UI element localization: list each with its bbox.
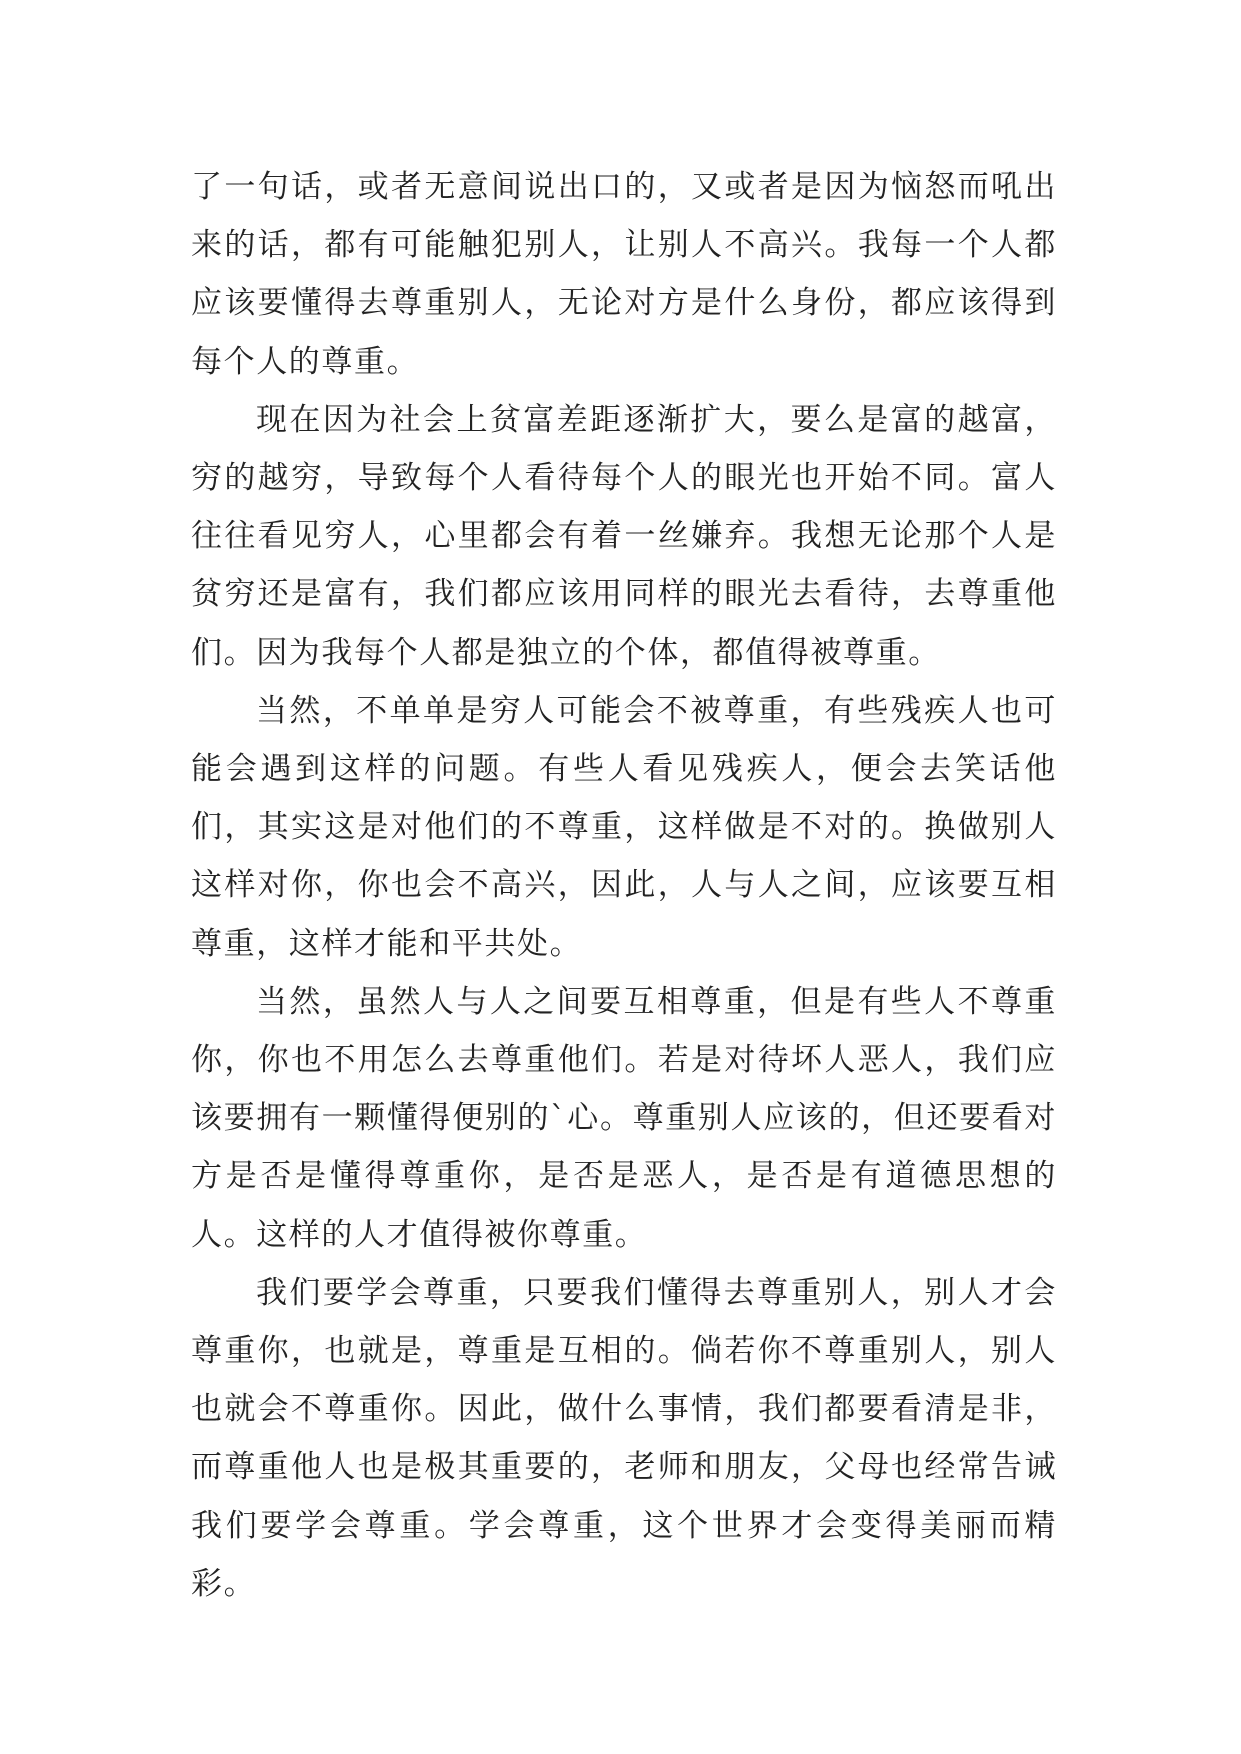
paragraph-3: 当然，不单单是穷人可能会不被尊重，有些残疾人也可能会遇到这样的问题。有些人看见残疾人，便会去笑话他们，其实这是对他们的不尊重，这样做是不对的。换做别人这样对你，你也会不高兴，因此，人与人之间，应该要互相尊重，这样才能和平共处。	[191, 692, 1057, 962]
paragraph-5: 我们要学会尊重，只要我们懂得去尊重别人，别人才会尊重你，也就是，尊重是互相的。倘若你不尊重别人，别人也就会不尊重你。因此，做什么事情，我们都要看清是非，而尊重他人也是极其重要的，老师和朋友，父母也经常告诫我们要学会尊重。学会尊重，这个世界才会变得美丽而精彩。	[191, 1274, 1057, 1602]
document-body	[191, 158, 1057, 1613]
paragraph-4: 当然，虽然人与人之间要互相尊重，但是有些人不尊重你，你也不用怎么去尊重他们。若是对待坏人恶人，我们应该要拥有一颗懂得便别的`心。尊重别人应该的，但还要看对方是否是懂得尊重你，是否是恶人，是否是有道德思想的人。这样的人才值得被你尊重。	[191, 983, 1057, 1253]
paragraph-1: 了一句话，或者无意间说出口的，又或者是因为恼怒而吼出来的话，都有可能触犯别人，让别人不高兴。我每一个人都应该要懂得去尊重别人，无论对方是什么身份，都应该得到每个人的尊重。	[191, 169, 1057, 380]
paragraph-2: 现在因为社会上贫富差距逐渐扩大，要么是富的越富，穷的越穷，导致每个人看待每个人的眼光也开始不同。富人往往看见穷人，心里都会有着一丝嫌弃。我想无论那个人是贫穷还是富有，我们都应该用同样的眼光去看待，去尊重他们。因为我每个人都是独立的个体，都值得被尊重。	[191, 401, 1057, 671]
